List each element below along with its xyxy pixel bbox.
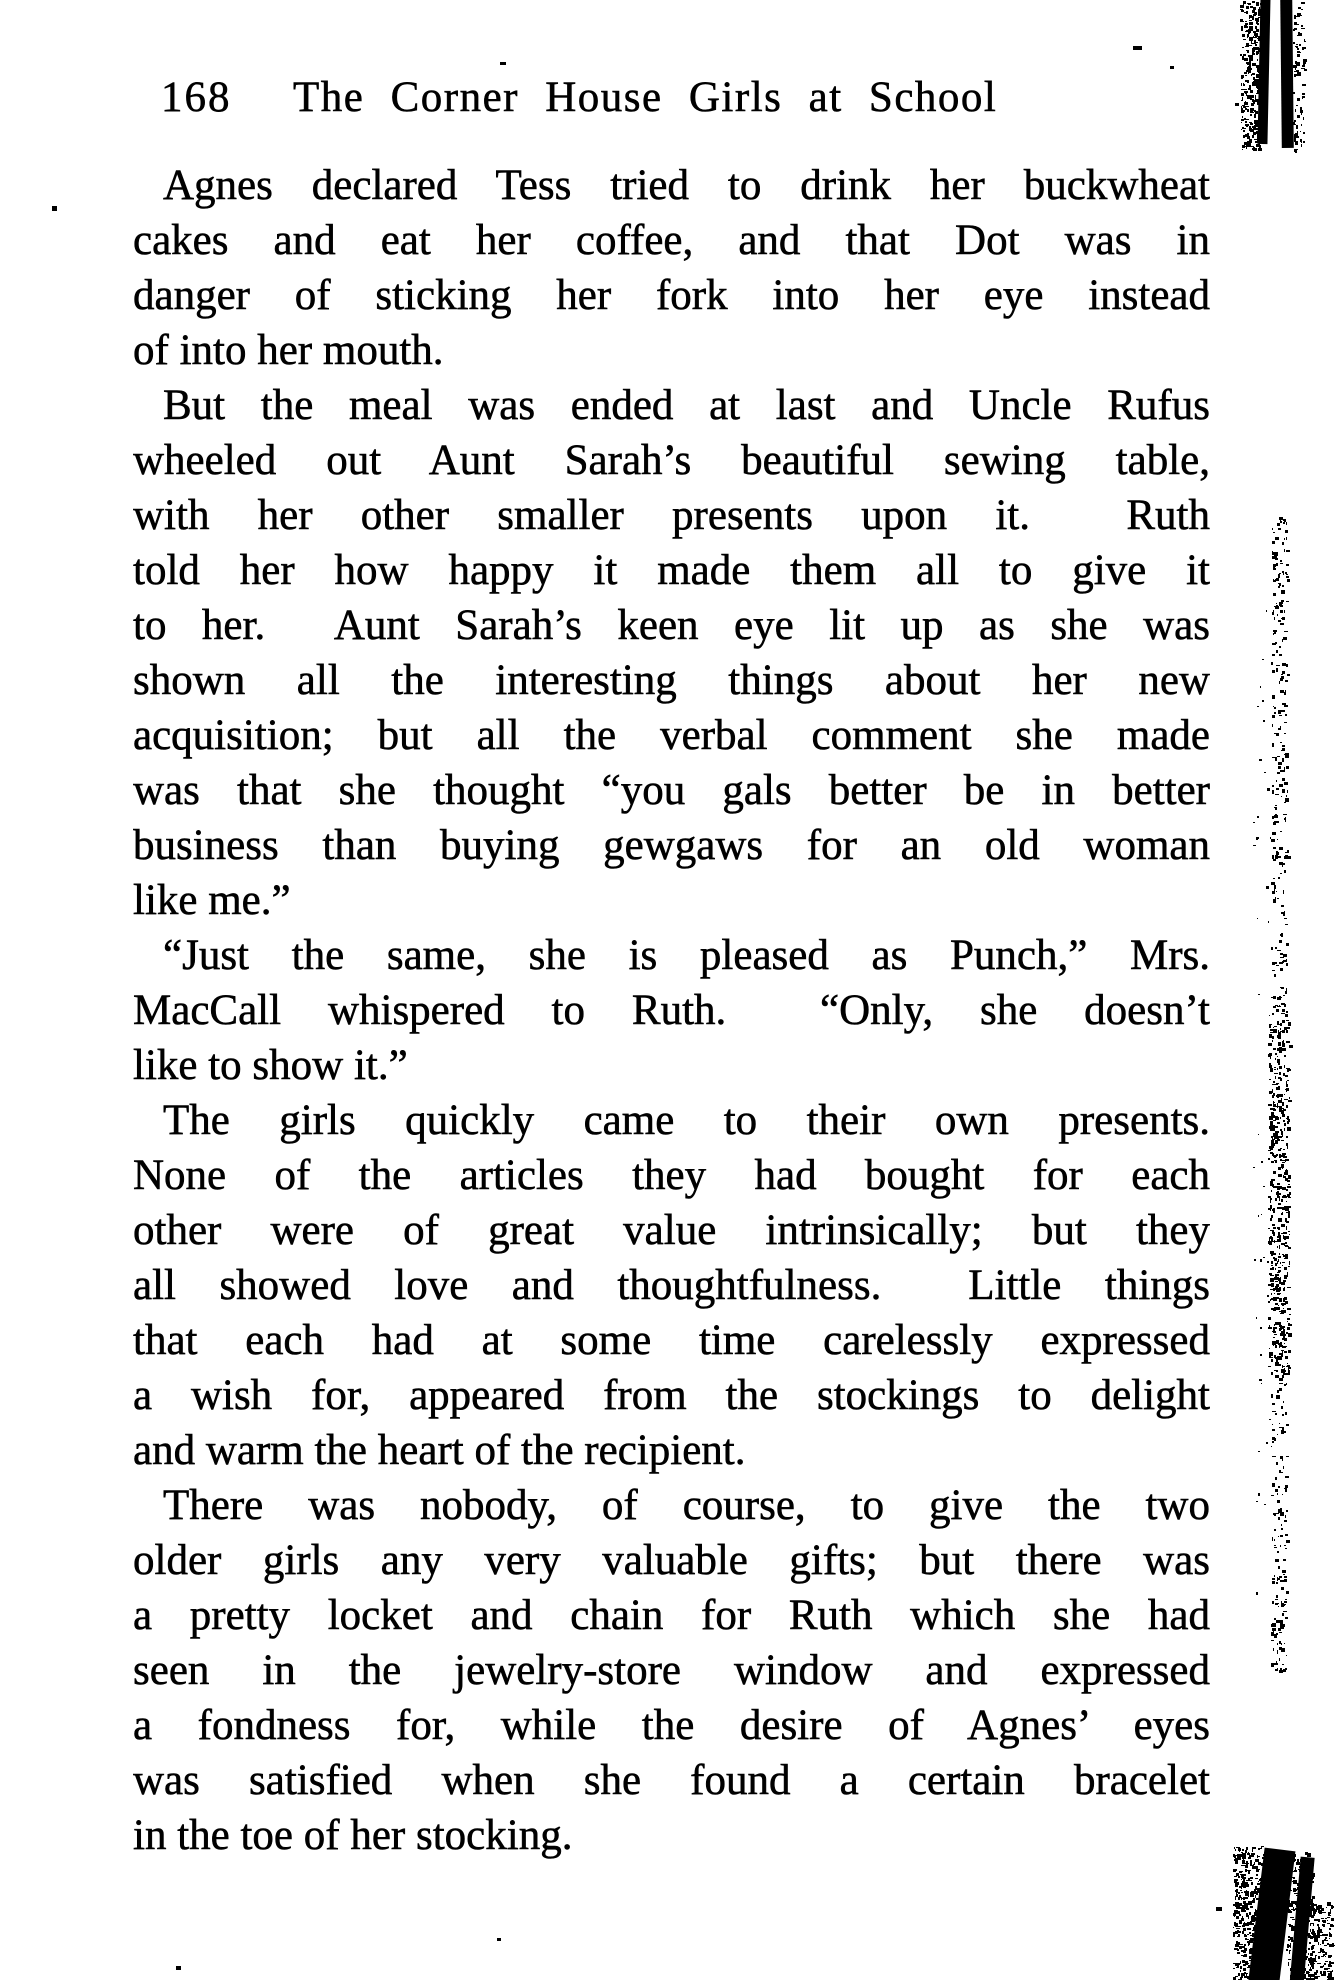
text-line: like to show it.” xyxy=(133,1042,408,1089)
text-line: older girls any very valuable gifts; but there was xyxy=(133,1537,1210,1584)
text-line: wheeled out Aunt Sarah’s beautiful sewing table, xyxy=(133,437,1210,484)
text-line: There was nobody, of course, to give the two xyxy=(163,1482,1210,1529)
paragraph xyxy=(133,1093,1210,1478)
paragraph xyxy=(133,158,1210,378)
text-line: “Just the same, she is pleased as Punch,” Mrs. xyxy=(163,932,1210,979)
text-line: of into her mouth. xyxy=(133,327,444,374)
text-line: a pretty locket and chain for Ruth which she had xyxy=(133,1592,1210,1639)
text-line: danger of sticking her fork into her eye instead xyxy=(133,272,1210,319)
running-title: The Corner House Girls at School xyxy=(293,74,998,121)
paragraph xyxy=(133,378,1210,928)
text-line: None of the articles they had bought for each xyxy=(133,1152,1210,1199)
text-line: that each had at some time carelessly expressed xyxy=(133,1317,1210,1364)
text-line: acquisition; but all the verbal comment she made xyxy=(133,712,1210,759)
text-line: cakes and eat her coffee, and that Dot was in xyxy=(133,217,1210,264)
page-header xyxy=(133,76,1210,131)
text-line: told her how happy it made them all to give it xyxy=(133,547,1210,594)
text-line: like me.” xyxy=(133,877,291,924)
paragraph xyxy=(133,1478,1210,1863)
text-line: shown all the interesting things about her new xyxy=(133,657,1210,704)
text-line: to her. Aunt Sarah’s keen eye lit up as she was xyxy=(133,602,1210,649)
page-body xyxy=(133,158,1210,1863)
text-line: was satisfied when she found a certain bracelet xyxy=(133,1757,1210,1804)
scan-artifact-top-right-streak-2 xyxy=(1280,0,1294,148)
page-number: 168 xyxy=(161,74,232,121)
text-line: The girls quickly came to their own presents. xyxy=(163,1097,1210,1144)
text-line: seen in the jewelry-store window and expressed xyxy=(133,1647,1210,1694)
paragraph xyxy=(133,928,1210,1093)
text-line: a wish for, appeared from the stockings to delight xyxy=(133,1372,1210,1419)
text-line: and warm the heart of the recipient. xyxy=(133,1427,746,1474)
text-line: all showed love and thoughtfulness. Little things xyxy=(133,1262,1210,1309)
text-line: But the meal was ended at last and Uncle Rufus xyxy=(163,382,1210,429)
text-line: in the toe of her stocking. xyxy=(133,1812,573,1859)
text-line: business than buying gewgaws for an old woman xyxy=(133,822,1210,869)
text-line: MacCall whispered to Ruth. “Only, she doesn’t xyxy=(133,987,1210,1034)
text-line: with her other smaller presents upon it. Ruth xyxy=(133,492,1210,539)
text-line: was that she thought “you gals better be in better xyxy=(133,767,1210,814)
text-line: Agnes declared Tess tried to drink her buckwheat xyxy=(163,162,1210,209)
text-line: other were of great value intrinsically; but they xyxy=(133,1207,1210,1254)
text-line: a fondness for, while the desire of Agnes’ eyes xyxy=(133,1702,1210,1749)
